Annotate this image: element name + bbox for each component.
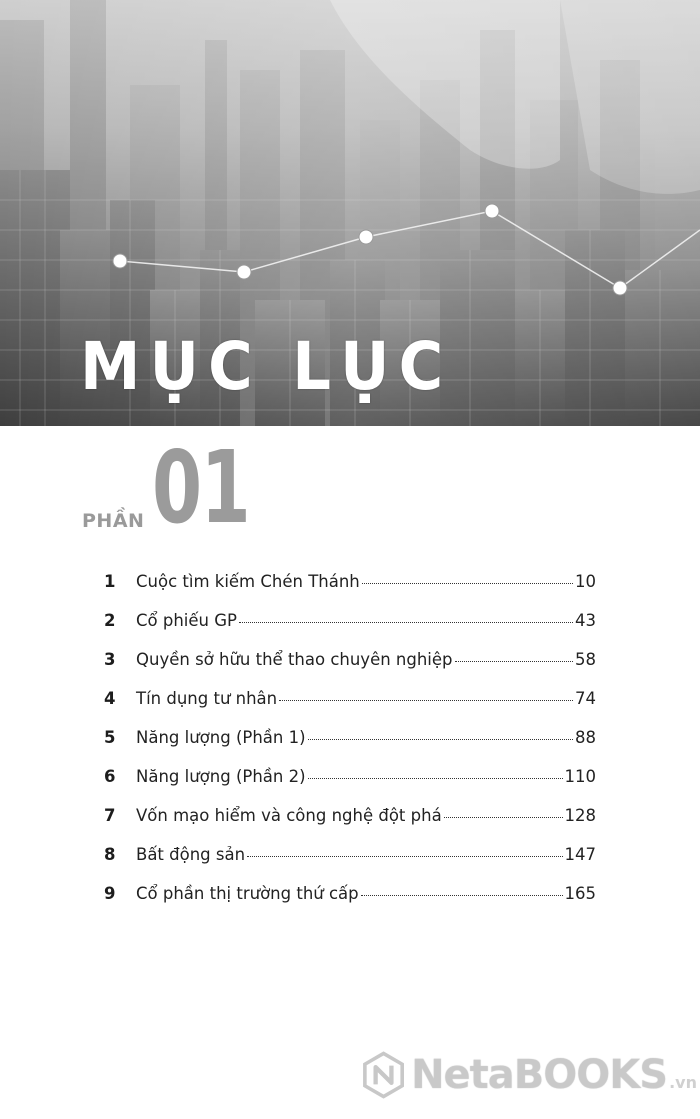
- chapter-number: 4: [104, 689, 116, 708]
- chapter-title: Tín dụng tư nhân: [136, 689, 278, 708]
- dot-leader: [308, 778, 563, 779]
- chapter-title: Năng lượng (Phần 1): [136, 728, 306, 747]
- chapter-title: Bất động sản: [136, 845, 246, 864]
- chapter-title: Cuộc tìm kiếm Chén Thánh: [136, 572, 360, 591]
- page-number: 58: [575, 650, 596, 669]
- section-number: 01: [152, 429, 250, 546]
- chapter-number: 3: [104, 650, 116, 669]
- dot-leader: [308, 739, 573, 740]
- chapter-number: 2: [104, 611, 116, 630]
- table-of-contents: [104, 572, 596, 923]
- chapter-number: 6: [104, 767, 116, 786]
- chapter-title: Cổ phần thị trường thứ cấp: [136, 884, 359, 903]
- dot-leader: [239, 622, 573, 623]
- chapter-title: Cổ phiếu GP: [136, 611, 237, 630]
- toc-entry[interactable]: [104, 650, 596, 689]
- toc-entry[interactable]: [104, 845, 596, 884]
- chapter-number: 9: [104, 884, 116, 903]
- toc-entry[interactable]: [104, 689, 596, 728]
- section-label: PHẦN: [82, 510, 145, 532]
- page-number: 110: [564, 767, 596, 786]
- page-title: MỤC LỤC: [80, 328, 453, 405]
- chapter-number: 1: [104, 572, 116, 591]
- chapter-title: Năng lượng (Phần 2): [136, 767, 306, 786]
- page-number: 128: [564, 806, 596, 825]
- toc-entry[interactable]: [104, 611, 596, 650]
- page-number: 165: [564, 884, 596, 903]
- watermark-brand: NetaBOOKS: [411, 1052, 668, 1098]
- toc-entry[interactable]: [104, 767, 596, 806]
- page-number: 147: [564, 845, 596, 864]
- page-number: 43: [575, 611, 596, 630]
- watermark-suffix: .vn: [669, 1072, 697, 1092]
- chapter-number: 7: [104, 806, 116, 825]
- page-number: 88: [575, 728, 596, 747]
- chapter-title: Vốn mạo hiểm và công nghệ đột phá: [136, 806, 442, 825]
- chapter-title: Quyền sở hữu thể thao chuyên nghiệp: [136, 650, 453, 669]
- netabooks-watermark: [362, 1040, 697, 1110]
- page-number: 10: [575, 572, 596, 591]
- dot-leader: [444, 817, 563, 818]
- toc-entry[interactable]: [104, 728, 596, 767]
- toc-entry[interactable]: [104, 572, 596, 611]
- dot-leader: [279, 700, 573, 701]
- toc-entry[interactable]: [104, 806, 596, 845]
- dot-leader: [362, 583, 573, 584]
- toc-entry[interactable]: [104, 884, 596, 923]
- netabooks-logo-icon: [362, 1042, 405, 1108]
- dot-leader: [247, 856, 562, 857]
- chapter-number: 5: [104, 728, 116, 747]
- page-number: 74: [575, 689, 596, 708]
- dot-leader: [455, 661, 573, 662]
- header-banner: [0, 0, 700, 426]
- chapter-number: 8: [104, 845, 116, 864]
- dot-leader: [361, 895, 563, 896]
